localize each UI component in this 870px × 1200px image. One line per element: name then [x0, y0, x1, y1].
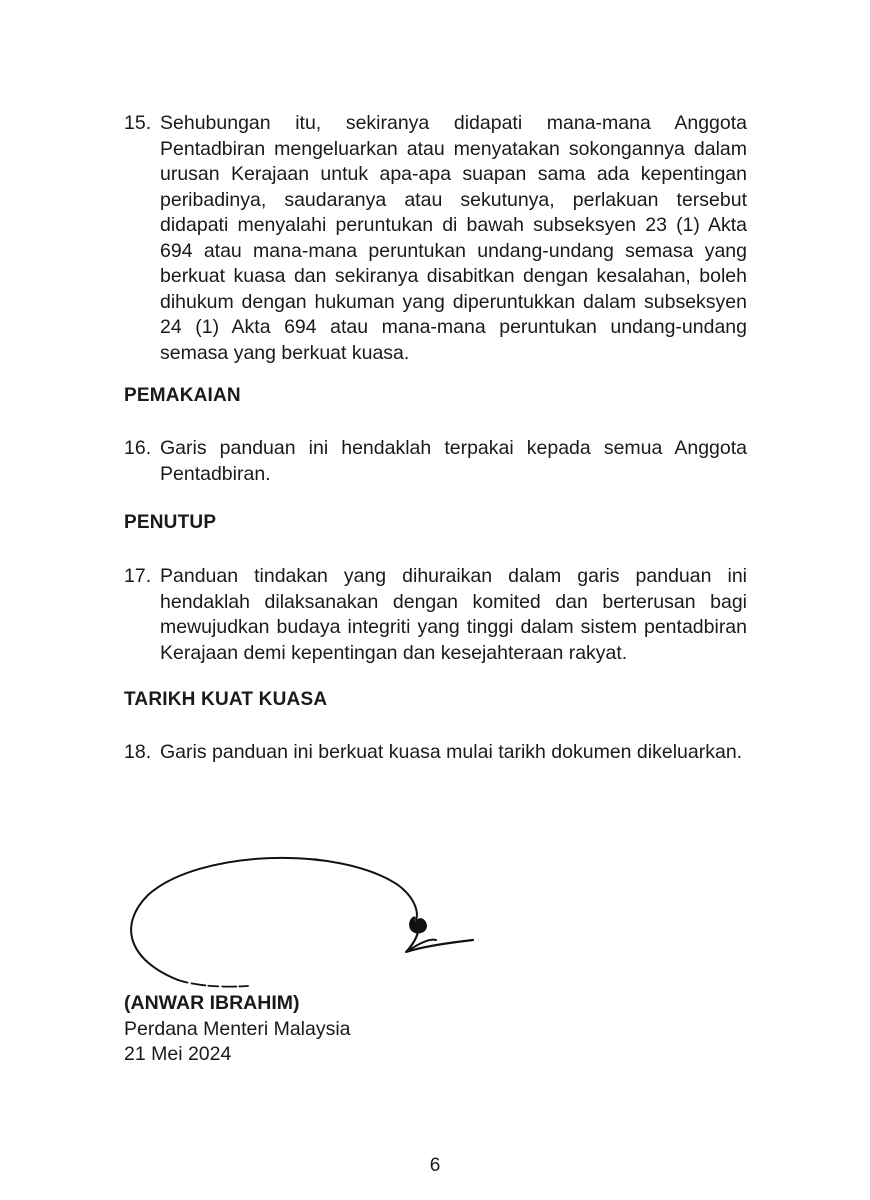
- page-number: 6: [429, 1155, 441, 1176]
- paragraph-18: [124, 740, 747, 766]
- section-heading-tarikh-kuat-kuasa: TARIKH KUAT KUASA: [124, 689, 328, 710]
- paragraph-17: [124, 564, 747, 666]
- section-heading-pemakaian: PEMAKAIAN: [124, 385, 241, 406]
- paragraph-text: Garis panduan ini hendaklah terpakai kepada semua Anggota Pentadbiran.: [160, 437, 747, 485]
- paragraph-text: Panduan tindakan yang dihuraikan dalam garis panduan ini hendaklah dilaksanakan dengan komited dan berterusan bagi mewujudkan budaya integriti yang tinggi dalam sistem pentadbiran Kerajaan demi kepentingan dan kesejahteraan rakyat.: [160, 565, 747, 664]
- section-heading-penutup: PENUTUP: [124, 512, 217, 533]
- paragraph-text: Sehubungan itu, sekiranya didapati mana-mana Anggota Pentadbiran mengeluarkan atau menyatakan sokongannya dalam urusan Kerajaan untuk apa-apa suapan sama ada kepentingan peribadinya, saudaranya atau sekutunya, perlakuan tersebut didapati menyalahi peruntukan di bawah subseksyen 23 (1) Akta 694 atau mana-mana peruntukan undang-undang semasa yang berkuat kuasa dan sekiranya disabitkan dengan kesalahan, boleh dihukum dengan hukuman yang diperuntukkan dalam subseksyen 24 (1) Akta 694 atau mana-mana peruntukan undang-undang semasa yang berkuat kuasa.: [160, 112, 747, 364]
- signatory-name: (ANWAR IBRAHIM): [124, 992, 300, 1014]
- handwritten-signature: [118, 840, 488, 1000]
- signatory-title: Perdana Menteri Malaysia: [124, 1017, 351, 1040]
- paragraph-15: [124, 111, 747, 366]
- paragraph-number: 16.: [124, 437, 152, 459]
- signature-date: 21 Mei 2024: [124, 1043, 232, 1065]
- paragraph-number: 15.: [124, 112, 152, 134]
- paragraph-text: Garis panduan ini berkuat kuasa mulai tarikh dokumen dikeluarkan.: [160, 741, 743, 763]
- paragraph-number: 18.: [124, 741, 152, 763]
- paragraph-16: [124, 436, 747, 487]
- paragraph-number: 17.: [124, 565, 152, 587]
- signature-block: [124, 991, 351, 1068]
